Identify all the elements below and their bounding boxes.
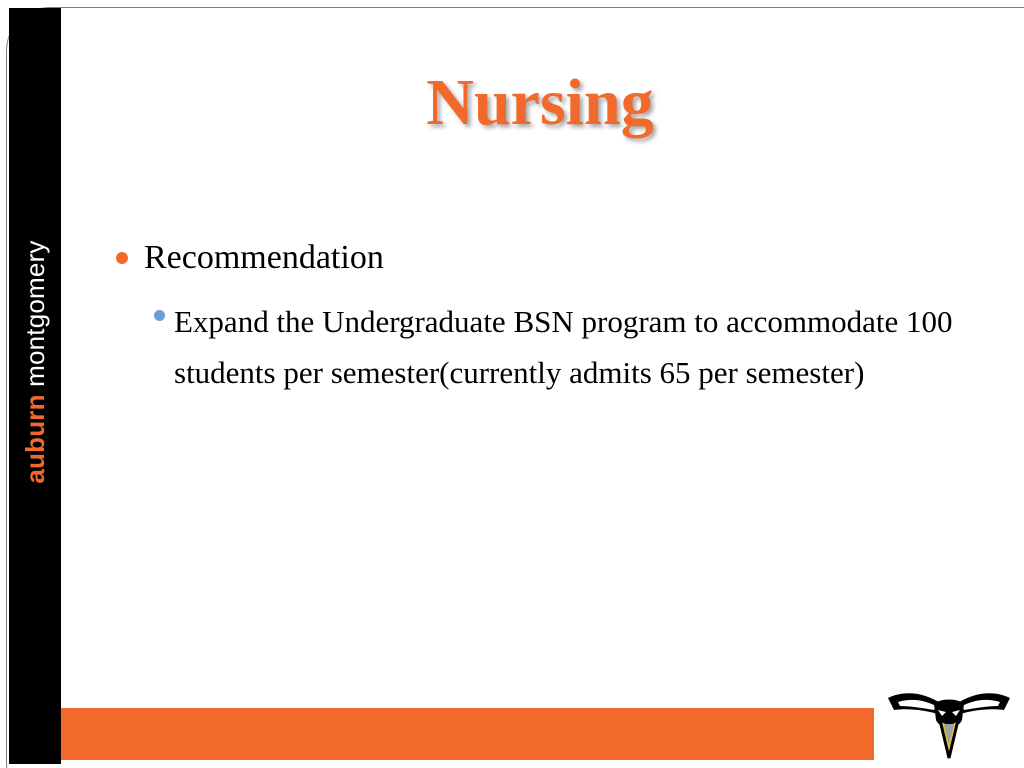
bullet-text: Recommendation	[144, 239, 384, 276]
footer-accent-bar	[61, 708, 874, 760]
brand-word-montgomery: montgomery	[20, 240, 50, 387]
slide-title: Nursing	[426, 66, 654, 139]
bullet-dot-icon	[116, 252, 128, 264]
sidebar-brand-text	[22, 240, 48, 483]
brand-word-auburn: auburn	[20, 394, 50, 484]
sub-bullet-dot-icon	[154, 310, 165, 321]
warhawk-mascot-icon	[884, 680, 1014, 766]
sub-bullet-text: Expand the Undergraduate BSN program to accommodate 100 students per semester(currently admits 65 per semester)	[174, 304, 953, 390]
